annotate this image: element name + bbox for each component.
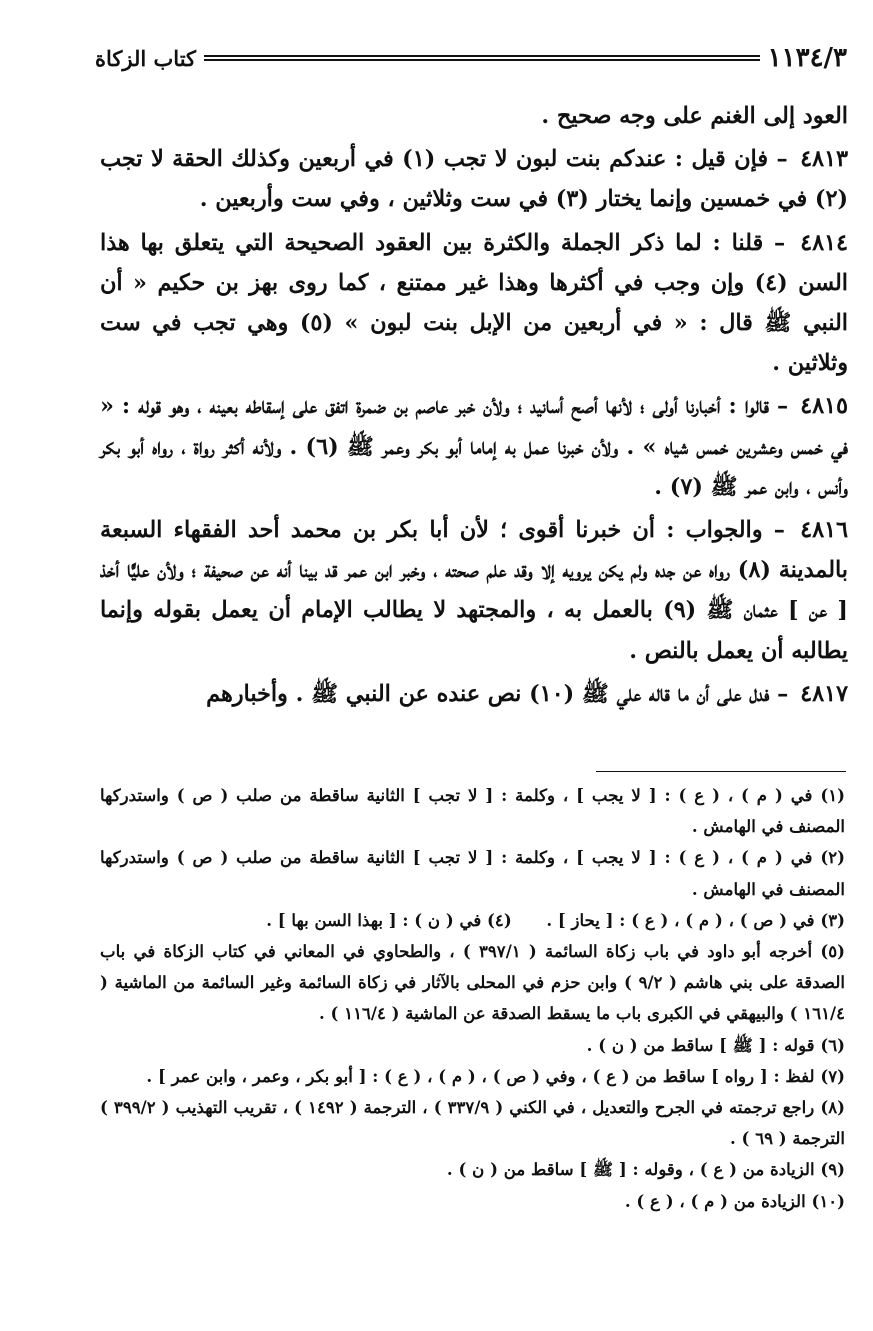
paragraph-4817	[100, 674, 848, 714]
footnote-8: (٨) راجع ترجمته في الجرح والتعديل ، في الكني ( ٣٣٧/٩ ) ، الترجمة ( ١٤٩٢ ) ، تقريب التهذيب ( ٣٩٩/٢ ) الترجمة ( ٦٩ ) .	[100, 1097, 845, 1149]
paragraph-4813	[100, 139, 848, 219]
footnote-9: (٩) الزيادة من ( ع ) ، وقوله : [ ﷺ ] ساقط من ( ن ) .	[446, 1159, 845, 1180]
paragraph-text: – فإن قيل : عندكم بنت لبون لا تجب (١) في أربعين وكذلك الحقة لا تجب (٢) في خمسين وإنما يختار (٣) في ست وثلاثين ، وفي ست وأربعين .	[100, 146, 848, 213]
footnote-2: (٢) في ( م ) ، ( ع ) : [ لا يجب ] ، وكلمة : [ لا تجب ] الثانية ساقطة من صلب ( ص ) واستدركها المصنف في الهامش .	[100, 847, 845, 899]
paragraph-number: ٤٨١٥	[800, 393, 848, 420]
footnote-7: (٧) لفظ : [ رواه ] ساقط من ( ع ) ، وفي ( ص ) ، ( م ) ، ( ع ) : [ أبو بكر ، وعمر ، وابن عمر ] .	[146, 1065, 845, 1086]
paragraph-number: ٤٨١٧	[800, 680, 848, 707]
footnotes	[100, 780, 845, 1217]
paragraph-4816	[100, 510, 848, 671]
main-text	[100, 96, 848, 717]
footnote-3-4: (٣) في ( ص ) ، ( م ) ، ( ع ) : [ يحاز ] . (٤) في ( ن ) : [ بهذا السن بها ] .	[266, 909, 845, 930]
paragraph-4815	[100, 386, 848, 507]
footnote-6: (٦) قوله : [ ﷺ ] ساقط من ( ن ) .	[586, 1034, 845, 1055]
header-double-rule	[204, 54, 760, 62]
paragraph-number: ٤٨١٤	[800, 229, 849, 256]
footnote-separator	[596, 771, 846, 772]
page-number: ١١٣٤/٣	[767, 43, 847, 73]
footnote-1: (١) في ( م ) ، ( ع ) : [ لا يجب ] ، وكلمة : [ لا تجب ] الثانية ساقطة من صلب ( ص ) واستدركها المصنف في الهامش .	[100, 785, 845, 837]
paragraph-text: – قلنا : لما ذكر الجملة والكثرة بين العقود الصحيحة التي يتعلق بها هذا السن (٤) وإن وجب في أكثرها وهذا غير ممتنع ، كما روى بهز بن حكيم « أن النبي ﷺ قال : « في أربعين من الإبل بنت لبون » (٥) وهي تجب في ست وثلاثين .	[100, 229, 848, 377]
footnote-10: (١٠) الزيادة من ( م ) ، ( ع ) .	[624, 1190, 845, 1211]
book-title: كتاب الزكاة	[95, 45, 197, 71]
paragraph-4814	[100, 223, 848, 384]
paragraph-number: ٤٨١٣	[800, 146, 848, 173]
page-header	[95, 38, 847, 78]
paragraph-text: – والجواب : أن خبرنا أقوى ؛ لأن أبا بكر بن محمد أحد الفقهاء السبعة بالمدينة (٨) رواه عن جده ولم يكن يرويه إلا وقد علم صحته ، وخبر ابن عمر قد بينا أنه عن صحيفة ؛ ولأن عليًّا أخذ [ عن ] عثمان ﷺ (٩) بالعمل به ، والمجتهد لا يطالب الإمام أن يعمل بقوله وإنما يطالبه أن يعمل بالنص .	[100, 517, 848, 664]
paragraph-continuation	[100, 96, 848, 136]
paragraph-number: ٤٨١٦	[800, 517, 848, 544]
paragraph-text: العود إلى الغنم على وجه صحيح .	[541, 103, 848, 129]
paragraph-text: – قالوا : أخبارنا أولى ؛ لأنها أصح أسانيد ؛ ولأن خبر عاصم بن ضمرة اتفق على إسقاطه بعينه ، وهو قوله : « في خمس وعشرين خمس شياه » . ولأن خبرنا عمل به إماما أبو بكر وعمر ﷺ (٦) . ولأنه أكثر رواة ، رواه أبو بكر وأنس ، وابن عمر ﷺ (٧) .	[100, 393, 849, 500]
paragraph-text: – فدل على أن ما قاله علي ﷺ (١٠) نص عنده عن النبي ﷺ . وأخبارهم	[206, 680, 789, 707]
footnote-5: (٥) أخرجه أبو داود في باب زكاة السائمة ( ٣٩٧/١ ) ، والطحاوي في المعاني في كتاب الزكاة في باب الصدقة على بني هاشم ( ٩/٢ ) وابن حزم في المحلى بالآثار في زكاة السائمة وغير السائمة من الماشية ( ١٦١/٤ ) والبيهقي في الكبرى باب ما يسقط الصدقة عن الماشية ( ١١٦/٤ ) .	[100, 941, 845, 1024]
